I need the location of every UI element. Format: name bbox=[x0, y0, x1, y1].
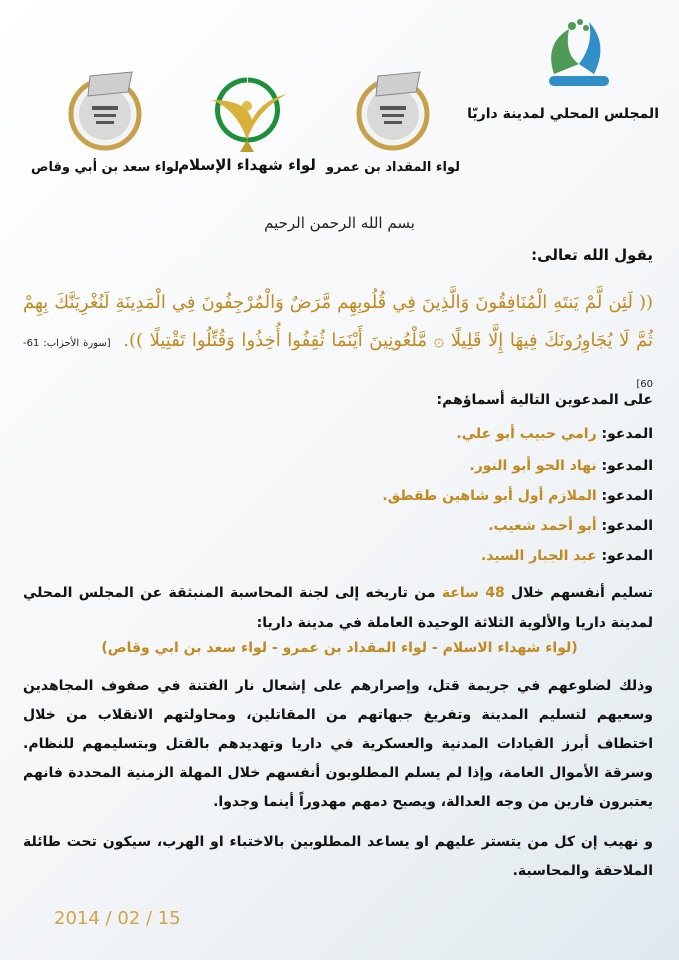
person-label: المدعو: bbox=[601, 458, 653, 474]
brigade-caption-miqdad: لواء المقداد بن عمرو bbox=[325, 160, 461, 175]
person-entry bbox=[456, 426, 653, 442]
eagle-emblem-icon bbox=[192, 70, 302, 154]
brigade-logo-block-miqdad bbox=[318, 66, 468, 175]
order-prefix: تسليم أنفسهم خلال bbox=[511, 585, 654, 601]
order-suffix: من تاريخه إلى لجنة المحاسبة المنبثقة عن المجلس المحلي لمدينة داريا والألوية الثلاثة الوحيدة العاملة في مدينة داريا: bbox=[23, 585, 653, 631]
person-entry bbox=[469, 458, 653, 474]
brigade-caption-saad: لواء سعد بن أبي وقاص bbox=[31, 160, 179, 175]
person-name: عبد الجبار السيد. bbox=[480, 548, 597, 564]
intro-line: يقول الله تعالى: bbox=[531, 246, 653, 264]
warning-paragraph: و نهيب إن كل من يتستر عليهم او يساعد المطلوبين بالاختباء او الهرب، سيكون تحت طائلة الملاحقة والمحاسبة. bbox=[23, 834, 653, 879]
quran-verse bbox=[23, 284, 653, 404]
council-name: المجلس المحلي لمدينة داريّا bbox=[467, 106, 659, 122]
brigade-logo-block-shuhada bbox=[172, 70, 322, 174]
person-name: أبو أحمد شعيب. bbox=[488, 518, 597, 534]
deadline: 48 ساعة bbox=[441, 585, 505, 601]
issue-date: 2014 / 02 / 15 bbox=[54, 908, 181, 929]
council-logo bbox=[534, 14, 624, 94]
flag-emblem-icon bbox=[350, 66, 436, 154]
person-entry bbox=[488, 518, 653, 534]
reasons-paragraph: وذلك لضلوعهم في جريمة قتل، وإصرارهم على إشعال نار الفتنة في صفوف المجاهدين وسعيهم لتسليم المدينة وتفريغ جبهاتهم من المقاتلين، ومحاولتهم الانقلاب من خلال اختطاف أبرز القيادات المدنية والعسكرية في داريا وتهديدهم بالقتل وبتسليمهم للنظام. وسرقة الأموال العامة، وإذا لم يسلم المطلوبون أنفسهم خلال المهلة الزمنية المحددة فانهم يعتبرون فارين من وجه العدالة، ويصبح دمهم مهدوراً أينما وجدوا. bbox=[23, 678, 653, 810]
verse-text: (( لَئِن لَّمْ يَنتَهِ الْمُنَافِقُونَ وَالَّذِينَ فِي قُلُوبِهِم مَّرَضٌ وَالْمُرْجِفُونَ فِي الْمَدِينَةِ لَنُغْرِيَنَّكَ بِهِمْ ثُمَّ لَا يُجَاوِرُونَكَ فِيهَا إِلَّا قَلِيلًا ۞ مَّلْعُونِينَ أَيْنَمَا ثُقِفُوا أُخِذُوا وَقُتِّلُوا تَقْتِيلًا )). bbox=[23, 292, 653, 351]
basmala: بسم الله الرحمن الرحيم bbox=[264, 214, 415, 232]
person-label: المدعو: bbox=[601, 518, 653, 534]
order-paragraph bbox=[23, 578, 653, 638]
person-label: المدعو: bbox=[601, 426, 653, 442]
person-label: المدعو: bbox=[601, 488, 653, 504]
brigade-logo-block-saad bbox=[30, 66, 180, 175]
council-logo-block bbox=[509, 14, 649, 94]
flag-emblem-icon bbox=[62, 66, 148, 154]
brigade-caption-shuhada: لواء شهداء الإسلام bbox=[178, 156, 316, 174]
brigades-line: (لواء شهداء الاسلام - لواء المقداد بن عمرو - لواء سعد بن ابي وقاص) bbox=[101, 640, 578, 656]
verse-reference: [سورة الأحزاب: 61-60] bbox=[23, 338, 653, 390]
person-entry bbox=[382, 488, 653, 504]
person-label: المدعو: bbox=[601, 548, 653, 564]
person-name: نهاد الحو أبو النور. bbox=[469, 458, 597, 474]
person-name: رامي حبيب أبو علي. bbox=[456, 426, 597, 442]
called-header: على المدعوين التالية أسماؤهم: bbox=[436, 392, 653, 408]
person-name: الملازم أول أبو شاهين طقطق. bbox=[382, 488, 597, 504]
person-entry bbox=[481, 548, 653, 564]
